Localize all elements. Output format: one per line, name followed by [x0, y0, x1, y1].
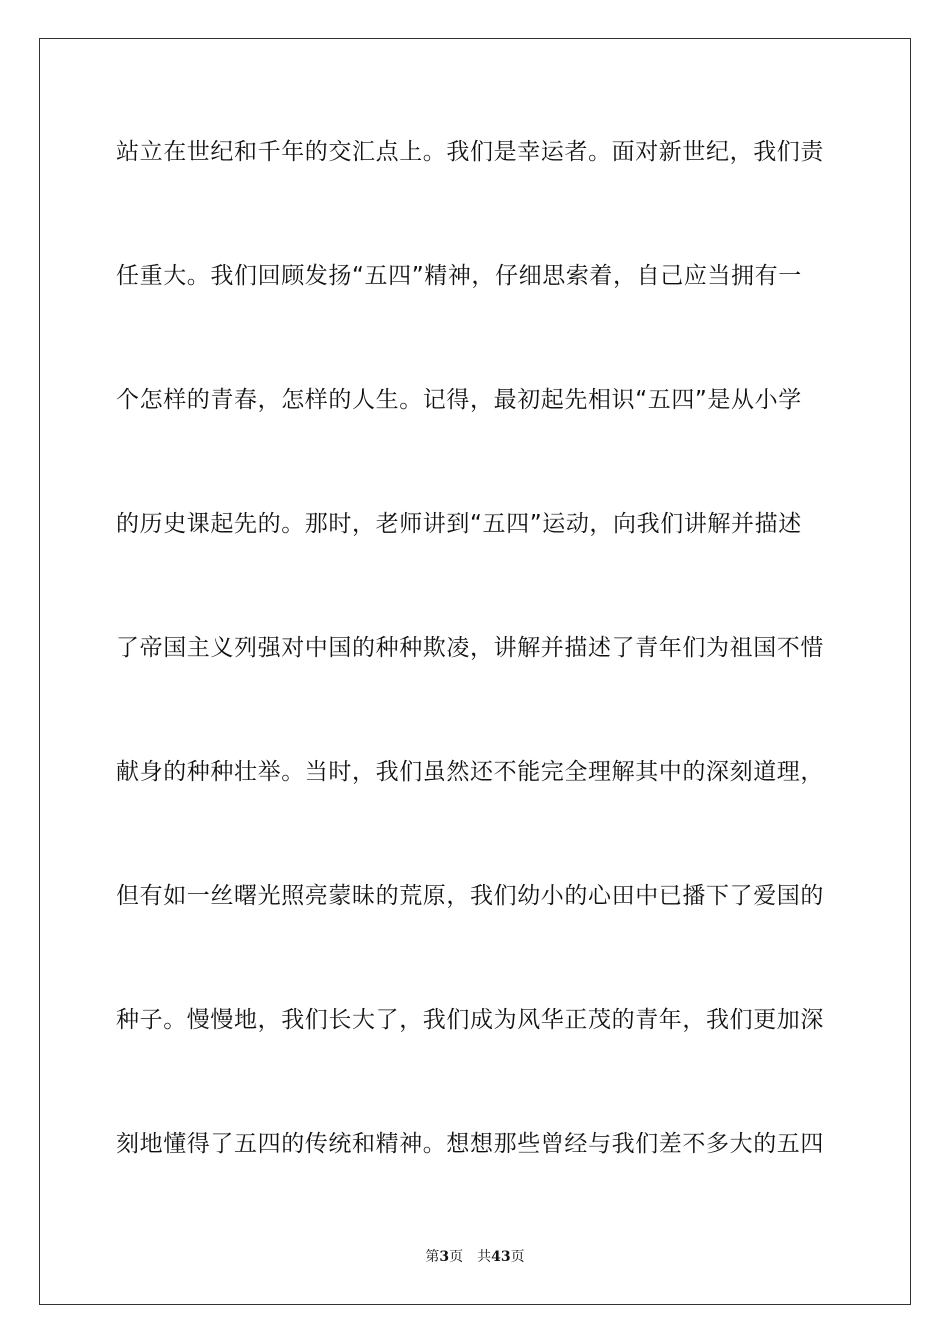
text-line-2: 任重大。我们回顾发扬“五四”精神，仔细思索着，自己应当拥有一 [116, 263, 802, 289]
text-line-8: 种子。慢慢地，我们长大了，我们成为风华正茂的青年，我们更加深 [116, 1007, 824, 1033]
total-pages: 43 [491, 1249, 511, 1265]
page-prefix: 第 [425, 1249, 440, 1265]
text-line-4: 的历史课起先的。那时，老师讲到“五四”运动，向我们讲解并描述 [116, 511, 802, 537]
page-footer [0, 1246, 950, 1266]
text-line-3: 个怎样的青春，怎样的人生。记得，最初起先相识“五四”是从小学 [116, 387, 802, 413]
text-line-1: 站立在世纪和千年的交汇点上。我们是幸运者。面对新世纪，我们责 [116, 139, 824, 165]
total-prefix: 共 [477, 1249, 492, 1265]
page-suffix: 页 [449, 1249, 464, 1265]
text-line-5: 了帝国主义列强对中国的种种欺凌，讲解并描述了青年们为祖国不惜 [116, 635, 824, 661]
document-body [116, 124, 836, 1240]
text-line-9: 刻地懂得了五四的传统和精神。想想那些曾经与我们差不多大的五四 [116, 1131, 824, 1157]
text-line-7: 但有如一丝曙光照亮蒙昧的荒原，我们幼小的心田中已播下了爱国的 [116, 883, 824, 909]
page-number: 3 [439, 1249, 450, 1265]
text-line-6: 献身的种种壮举。当时，我们虽然还不能完全理解其中的深刻道理， [116, 759, 824, 785]
total-suffix: 页 [510, 1249, 525, 1265]
